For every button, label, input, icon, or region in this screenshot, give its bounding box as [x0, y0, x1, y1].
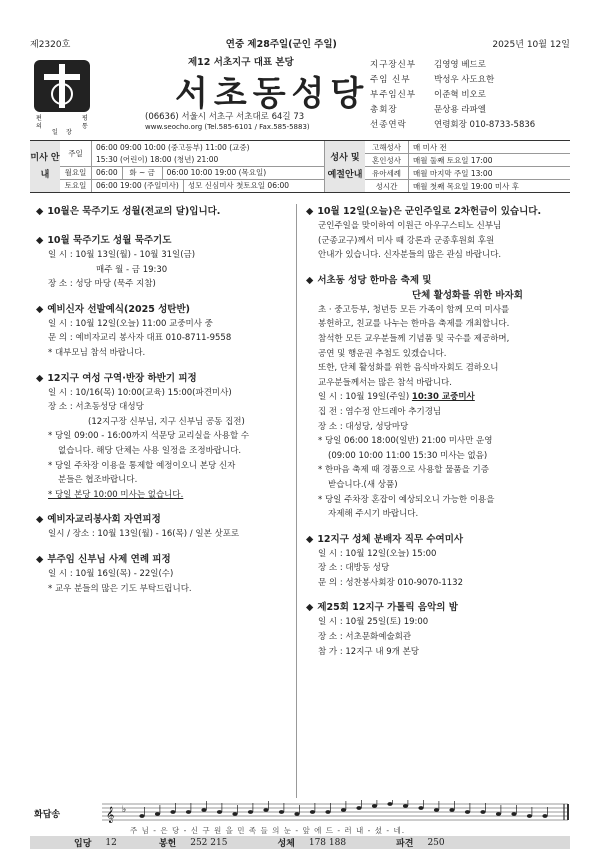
notice-line: 안내가 있습니다. 신자분들의 많은 관심 바랍니다. [318, 250, 502, 261]
note-head [387, 802, 392, 806]
sacrament-schedule [365, 141, 570, 192]
hymn-numbers-bar [30, 836, 570, 849]
issue-number: 제2320호 [30, 39, 71, 50]
sunday-label: 주일 [60, 141, 92, 166]
note-head [139, 814, 144, 818]
notice-title [36, 302, 298, 317]
notice-line: 장 소 : 대성당, 성당마당 [318, 421, 409, 432]
music-staff-icon [102, 800, 570, 826]
parish-logo-icon [30, 56, 94, 136]
hymn-label [74, 836, 91, 849]
notice-line [36, 488, 298, 503]
sacrament-name: 혼인성사 [365, 154, 409, 166]
notice-eucharist-ministry [306, 532, 568, 591]
sacrament-time: 매월 마지막 주일 13:00 [413, 168, 493, 178]
parish-title: 서초동성당 [175, 74, 370, 114]
top-line [30, 36, 570, 50]
note-head [434, 808, 439, 812]
note-group [139, 800, 547, 818]
note-head [186, 810, 191, 814]
logo-char: 평 [82, 115, 88, 122]
notice-line: (군종교구)께서 미사 때 강론과 군종후원회 후원 [318, 235, 495, 246]
sunday-line1: 06:00 09:00 10:00 (중고등부) 11:00 (교중) [96, 142, 250, 152]
staff-list [370, 56, 570, 131]
notice-line: 또한, 단체 활성화를 위한 음식바자회도 겸하오니 [318, 363, 499, 374]
notice-line: 장 소 : 대방동 성당 [318, 563, 390, 574]
issue-date: 2025년 10월 12일 [492, 39, 570, 50]
notice-line: (09:00 10:00 11:00 15:30 미사는 없음) [328, 450, 488, 461]
bullet-icon: ◆ [36, 514, 44, 526]
saturday-label: 토요일 [60, 180, 92, 192]
notice-line: 받습니다.(새 상품) [328, 479, 398, 490]
hymn-value: 250 [427, 837, 445, 848]
staff-role: 선종연락 [370, 119, 407, 130]
notice-title [306, 204, 568, 219]
notice-line: 참 가 : 12지구 내 9개 본당 [318, 646, 419, 657]
hymn-label [159, 836, 176, 849]
note-head [263, 808, 268, 812]
logo-char: 장 [66, 129, 72, 136]
notice-underlined: * 당일 본당 10:00 미사는 없습니다. [48, 489, 184, 500]
notice-line: 자제해 주시기 바랍니다. [328, 509, 419, 520]
note-head [155, 812, 160, 816]
notice-line: 일 시 : 10월 12일(오늘) 15:00 [318, 548, 437, 559]
notice-line: 장 소 : 서초문화예술회관 [318, 632, 412, 643]
notice-title-text: 부주임 신부님 사제 연례 피정 [47, 553, 171, 565]
bullet-icon: ◆ [36, 553, 44, 565]
notice-title [36, 512, 298, 527]
sacrament-row [365, 154, 570, 167]
bullet-icon: ◆ [306, 602, 314, 614]
note-head [232, 812, 237, 816]
note-head [294, 812, 299, 816]
notice-line: * 대부모님 참석 바랍니다. [48, 347, 146, 358]
hymn-type: 성체 [277, 839, 295, 849]
notice-women-retreat [36, 371, 298, 503]
notice-military-sunday [306, 204, 568, 263]
note-head [527, 814, 532, 818]
note-head [217, 810, 222, 814]
hymn-label [277, 836, 294, 849]
notice-title-text: 예비신자 선발예식(2025 성탄반) [47, 303, 190, 315]
notice-title-text: 12지구 여성 구역·반장 하반기 피정 [47, 372, 197, 384]
staff-row [370, 71, 570, 86]
notice-line: * 당일 06:00 18:00(일반) 21:00 미사만 운영 [318, 436, 493, 447]
sacrament-row [365, 141, 570, 154]
staff-value: 문상용 라파엘 [434, 104, 486, 115]
notice-line: 집 전 : 염수정 안드레아 추기경님 [318, 406, 442, 417]
notice-title [36, 552, 298, 567]
notice-catechumen [36, 302, 298, 361]
weekday-row [60, 167, 324, 180]
staff-role: 총회장 [370, 104, 398, 115]
notice-line: 문 의 : 성찬봉사회장 010-9070-1132 [318, 577, 463, 588]
sunday-row [60, 141, 324, 167]
notice-line: 참석한 모든 교우분들께 기념품 및 국수를 제공하며, [318, 333, 510, 344]
weekday-label: 월요일 [60, 167, 92, 179]
hymn-lyrics: 주 님 - 은 당 - 신 구 원 을 민 족 들 의 눈 - 앞 에 드 - 러 내 - 셨 - 네. [130, 826, 406, 835]
staff-value: 박성우 사도요한 [434, 74, 495, 85]
notice-title-text: 제25회 12지구 가톨릭 음악의 밤 [317, 602, 458, 614]
notice-priest-retreat [36, 552, 298, 596]
notice-title-text: 서초동 성당 한마음 축제 및 [317, 274, 432, 286]
bullet-icon: ◆ [36, 303, 44, 315]
notice-volunteer-retreat [36, 512, 298, 542]
bullet-icon: ◆ [306, 533, 314, 545]
notice-line: 장 소 : 성당 마당 (묵주 지참) [48, 279, 156, 290]
staff-row [370, 56, 570, 71]
notice-line: 봉헌하고, 친교를 나누는 한마음 축제를 개최합니다. [318, 319, 510, 330]
weekday-group [92, 167, 270, 179]
hymn-type: 봉헌 [158, 839, 177, 849]
notice-title [36, 204, 298, 219]
note-head [418, 806, 423, 810]
staff-value: 이준혁 비오로 [434, 89, 486, 100]
notice-line: * 당일 주차장 혼잡이 예상되오니 가능한 이용을 [318, 494, 495, 505]
hymn-value: 252 215 [190, 837, 228, 848]
logo-char: 편 [36, 115, 42, 122]
parish-contact: www.seocho.org (Tel.585-6101 / Fax.585-5883) [145, 123, 310, 131]
notice-line: * 당일 주차장 이용을 통제할 예정이오니 본당 신자 [48, 460, 236, 471]
logo-char: 일 [52, 129, 58, 136]
saturday-group [92, 180, 293, 192]
notice-title [306, 600, 568, 615]
notice-line: 일시 / 장소 : 10월 13일(월) - 16(목) / 일본 삿포로 [48, 529, 240, 540]
saturday-row [60, 180, 324, 192]
notice-line: 분들은 협조바랍니다. [58, 475, 138, 486]
bullet-icon: ◆ [306, 274, 314, 286]
staff-row [370, 86, 570, 101]
notice-line: * 한마음 축제 때 경품으로 사용할 물품을 기증 [318, 465, 489, 476]
sacrament-time: 매월 첫째 목요일 19:00 미사 후 [413, 181, 519, 191]
notice-line: 군인주일을 맞이하여 이원근 아우구스티노 신부님 [318, 221, 502, 231]
sacrament-label: 성사 및 예절안내 [325, 141, 365, 192]
mass-schedule [60, 141, 324, 192]
mass-label: 미사 안내 [30, 141, 60, 192]
notice-festival [306, 273, 568, 522]
notice-title-text: 예비자교리봉사회 자연피정 [47, 514, 161, 526]
notice-title-text: 12지구 성체 분배자 직무 수여미사 [317, 533, 464, 545]
sacrament-row [365, 180, 570, 192]
bullet-icon: ◆ [36, 235, 44, 246]
notice-rosary-month [36, 204, 298, 219]
note-head [403, 804, 408, 808]
notice-line: 일 시 : 10월 13일(월) - 10월 31일(금) [48, 250, 196, 260]
note-head [465, 810, 470, 814]
note-head [279, 810, 284, 814]
notice-title [36, 233, 298, 248]
notice-line: 초 · 중고등부, 청년등 모든 가족이 함께 모여 미사를 [318, 304, 510, 315]
notice-line: (12지구장 신부님, 지구 신부님 공동 집전) [88, 416, 245, 427]
notice-line: * 교우 분들의 많은 기도 부탁드립니다. [48, 583, 192, 594]
sacrament-time: 매월 둘째 토요일 17:00 [413, 155, 493, 165]
notice-line: 일 시 : 10/16(목) 10:00(교육) 15:00(파견미사) [48, 387, 232, 398]
sacrament-row [365, 167, 570, 180]
staff-role: 주임 신부 [370, 74, 411, 85]
notice-line: 교우분들께서는 많은 참석 바랍니다. [318, 377, 452, 388]
hymn-label: 화답송 [34, 810, 61, 820]
note-head [170, 810, 175, 814]
weekday-value: 06:00 10:00 19:00 (목요일) [166, 168, 267, 178]
clef-icon: 𝄞 [106, 807, 115, 823]
header [30, 54, 570, 138]
notice-underlined: 10:30 교중미사 [411, 392, 475, 403]
notice-title-text: 10월은 묵주기도 성월(전교의 달)입니다. [47, 206, 221, 217]
notice-music-night [306, 600, 568, 659]
saturday-value: 06:00 19:00 (주일미사) [92, 180, 184, 192]
sacrament-name: 성시간 [365, 180, 409, 192]
note-head [201, 808, 206, 812]
staff-value: 연령회장 010-8733-5836 [434, 119, 536, 130]
notice-line: 없습니다. 해당 단체는 사용 일정을 조정바랍니다. [58, 445, 242, 456]
hymn-type: 파견 [396, 839, 414, 849]
parish-subtitle: 제12 서초지구 대표 본당 [188, 57, 294, 68]
note-head [480, 810, 485, 814]
left-column [36, 204, 298, 602]
liturgical-week: 연중 제28주일(군인 주일) [225, 39, 337, 50]
note-head [511, 812, 516, 816]
notice-line [306, 390, 568, 405]
sacrament-time: 매 미사 전 [413, 142, 447, 152]
logo-char: 통 [82, 123, 88, 130]
bullet-icon: ◆ [36, 372, 44, 384]
sunday-line2: 15:30 (어린이) 18:00 (청년) 21:00 [96, 154, 219, 164]
notice-title-cont: 단체 활성화를 위한 바자회 [412, 289, 523, 301]
notice-line: 매주 월 - 금 19:30 [96, 264, 168, 275]
note-head [248, 810, 253, 814]
notice-line: 일 시 : 10월 12일(오늘) 11:00 교중미사 중 [48, 318, 213, 329]
note-head [496, 812, 501, 816]
bullet-icon: ◆ [306, 206, 314, 217]
notice-line: 일 시 : 10월 25일(토) 19:00 [318, 617, 429, 628]
weekday-label: 화 ~ 금 [123, 167, 163, 179]
staff-role: 지구장신부 [370, 59, 417, 70]
staff-value: 김영영 베드로 [434, 59, 486, 70]
sacrament-name: 유아세례 [365, 167, 409, 179]
sacrament-name: 고해성사 [365, 141, 409, 153]
notice-rosary-prayer [36, 233, 298, 292]
parish-address: (06636) 서울시 서초구 서초대로 64길 73 [145, 112, 305, 122]
notice-line: 문 의 : 예비자교리 봉사자 대표 010-8711-9558 [48, 333, 232, 344]
note-head [310, 810, 315, 814]
sunday-times [92, 141, 250, 166]
hymn-type: 입당 [74, 839, 92, 849]
responsorial-psalm [30, 800, 570, 834]
notice-title-text: 10월 묵주기도 성월 묵주기도 [47, 235, 172, 246]
hymn-value: 178 188 [308, 837, 347, 848]
note-head [341, 808, 346, 812]
notice-line: 공연 및 행운권 추첨도 있겠습니다. [318, 348, 447, 359]
note-head [356, 806, 361, 810]
note-head [542, 814, 547, 818]
hymn-label [396, 836, 413, 849]
schedule-table [30, 140, 570, 193]
staff-row [370, 116, 570, 131]
logo-char: 의 [36, 123, 42, 130]
notice-title [36, 371, 298, 386]
staff-row [370, 101, 570, 116]
notice-line: * 당일 09:00 - 16:00까지 석문당 교리실을 사용할 수 [48, 431, 250, 442]
saturday-extra: 성모 신심미사 첫토요일 06:00 [187, 181, 290, 191]
notice-line: 장 소 : 서초동성당 대성당 [48, 402, 144, 413]
notice-title-text: 10월 12일(오늘)은 군인주일로 2차헌금이 있습니다. [317, 206, 542, 217]
staff-role: 부주임신부 [370, 89, 417, 100]
hymn-value: 12 [105, 837, 117, 848]
notice-text: 일 시 : 10월 19일(주일) [318, 392, 412, 403]
notice-title [306, 273, 568, 288]
note-head [449, 808, 454, 812]
notice-title [306, 532, 568, 547]
flat-icon: ♭ [122, 805, 127, 815]
notice-line: 일 시 : 10월 16일(목) - 22일(수) [48, 568, 174, 579]
right-column [306, 204, 568, 665]
weekday-value: 06:00 [92, 167, 123, 179]
note-head [372, 804, 377, 808]
note-head [325, 810, 330, 814]
bullet-icon: ◆ [36, 206, 44, 217]
